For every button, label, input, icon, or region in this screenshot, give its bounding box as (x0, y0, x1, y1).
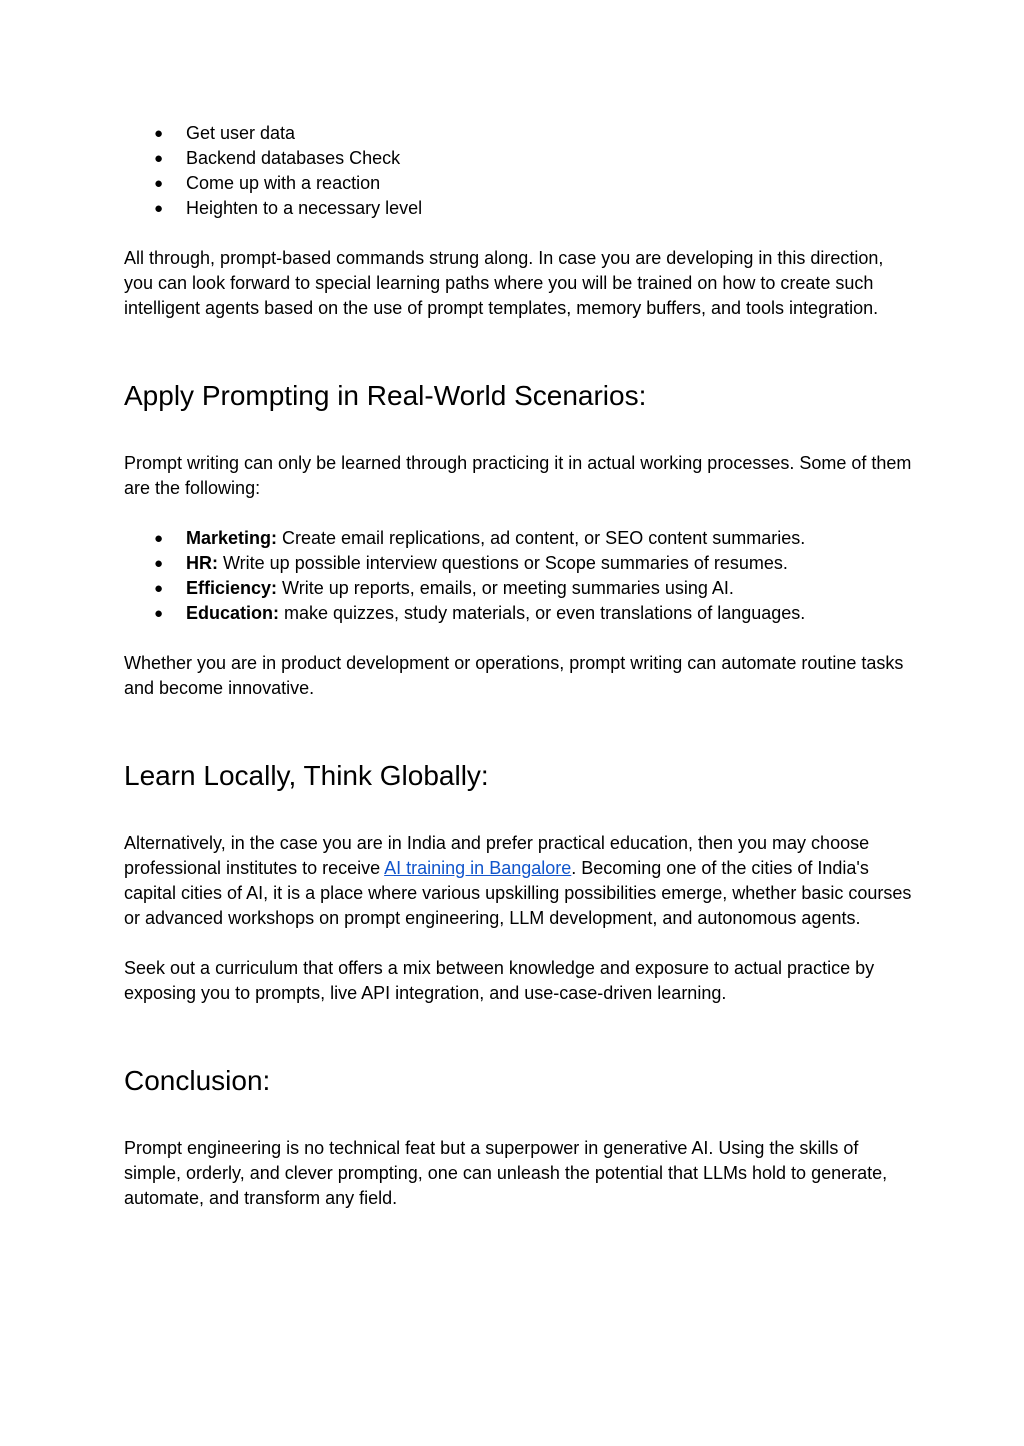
intro-bullet-list (124, 121, 914, 221)
list-item: ● Get user data (124, 121, 914, 146)
apply-bullet-list (124, 526, 914, 626)
bullet-icon: ● (154, 200, 164, 217)
ai-training-link[interactable]: AI training in Bangalore (384, 858, 572, 878)
learn-curriculum-paragraph: Seek out a curriculum that offers a mix between knowledge and exposure to actual practice by exposing you to prompts, live API integration, and use-case-driven learning. (124, 958, 875, 1003)
learn-paragraph: Alternatively, in the case you are in India and prefer practical education, then you may choose professional institutes to receive AI training in Bangalore. Becoming one of the cities of India's capital cities of AI, it is a place where various upskilling possibilities emerge, whether basic courses or advanced workshops on prompt engineering, LLM development, and autonomous agents. (124, 833, 912, 928)
bullet-icon: ● (154, 125, 164, 142)
item-text: Write up possible interview questions or Scope summaries of resumes. (218, 553, 788, 573)
apply-outro-paragraph: Whether you are in product development or operations, prompt writing can automate routine tasks and become innovative. (124, 653, 904, 698)
apply-intro-paragraph: Prompt writing can only be learned through practicing it in actual working processes. Some of them are the following: (124, 453, 912, 498)
bullet-icon: ● (154, 555, 164, 572)
item-label: Efficiency: (186, 578, 278, 598)
list-item: ● Heighten to a necessary level (124, 196, 914, 221)
list-item (124, 551, 914, 576)
list-item: ● Come up with a reaction (124, 171, 914, 196)
intro-paragraph: All through, prompt-based commands strung along. In case you are developing in this direction, you can look forward to special learning paths where you will be trained on how to create such intelligent agents based on the use of prompt templates, memory buffers, and tools integration. (124, 248, 884, 318)
bullet-icon: ● (154, 580, 164, 597)
item-text: make quizzes, study materials, or even translations of languages. (279, 603, 806, 623)
item-label: Education: (186, 603, 279, 623)
bullet-icon: ● (154, 530, 164, 547)
document-page (124, 121, 914, 1211)
item-label: Marketing: (186, 528, 278, 548)
section-heading-learn: Learn Locally, Think Globally: (124, 760, 489, 791)
item-label: HR: (186, 553, 218, 573)
section-heading-conclusion: Conclusion: (124, 1065, 271, 1096)
item-text: Create email replications, ad content, or SEO content summaries. (277, 528, 806, 548)
conclusion-paragraph: Prompt engineering is no technical feat but a superpower in generative AI. Using the skills of simple, orderly, and clever prompting, one can unleash the potential that LLMs hold to generate, automate, and transform any field. (124, 1138, 888, 1208)
list-item (124, 526, 914, 551)
item-text: Write up reports, emails, or meeting summaries using AI. (277, 578, 734, 598)
list-item (124, 576, 914, 601)
bullet-icon: ● (154, 175, 164, 192)
list-item: ● Backend databases Check (124, 146, 914, 171)
section-heading-apply: Apply Prompting in Real-World Scenarios: (124, 380, 647, 411)
bullet-icon: ● (154, 150, 164, 167)
list-item (124, 601, 914, 626)
bullet-icon: ● (154, 605, 164, 622)
